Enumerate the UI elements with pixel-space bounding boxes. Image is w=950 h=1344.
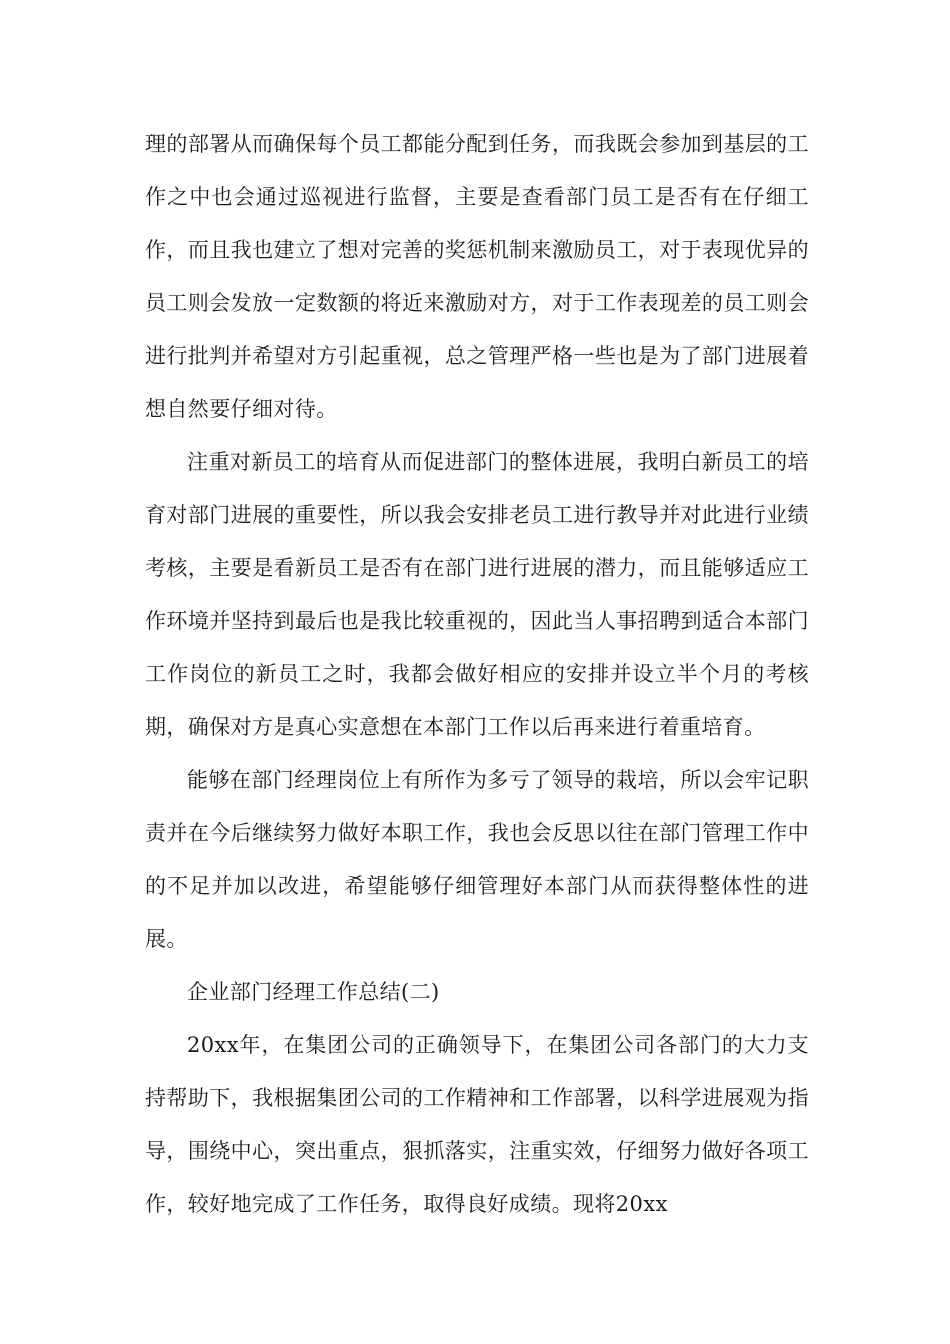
section-heading: 企业部门经理工作总结(二) — [187, 980, 440, 1004]
paragraph-gratitude: 能够在部门经理岗位上有所作为多亏了领导的栽培，所以会牢记职责并在今后继续努力做好本职工作，我也会反思以往在部门管理工作中的不足并加以改进，希望能够仔细管理好本部门从而获得整体性的进展。 — [145, 768, 809, 951]
paragraph-annual-summary: 20xx年，在集团公司的正确领导下，在集团公司各部门的大力支持帮助下，我根据集团公司的工作精神和工作部署，以科学进展观为指导，围绕中心，突出重点，狠抓落实，注重实效，仔细努力做好各项工作，较好地完成了工作任务，取得良好成绩。现将20xx — [145, 1033, 809, 1216]
paragraph-continued: 理的部署从而确保每个员工都能分配到任务，而我既会参加到基层的工作之中也会通过巡视进行监督，主要是查看部门员工是否有在仔细工作，而且我也建立了想对完善的奖惩机制来激励员工，对于表现优异的员工则会发放一定数额的将近来激励对方，对于工作表现差的员工则会进行批判并希望对方引起重视，总之管理严格一些也是为了部门进展着想自然要仔细对待。 — [145, 132, 809, 421]
document-body — [145, 118, 809, 1231]
paragraph-new-employee-training: 注重对新员工的培育从而促进部门的整体进展，我明白新员工的培育对部门进展的重要性，所以我会安排老员工进行教导并对此进行业绩考核，主要是看新员工是否有在部门进行进展的潜力，而且能够适应工作环境并坚持到最后也是我比较重视的，因此当人事招聘到适合本部门工作岗位的新员工之时，我都会做好相应的安排并设立半个月的考核期，确保对方是真心实意想在本部门工作以后再来进行着重培育。 — [145, 450, 809, 739]
